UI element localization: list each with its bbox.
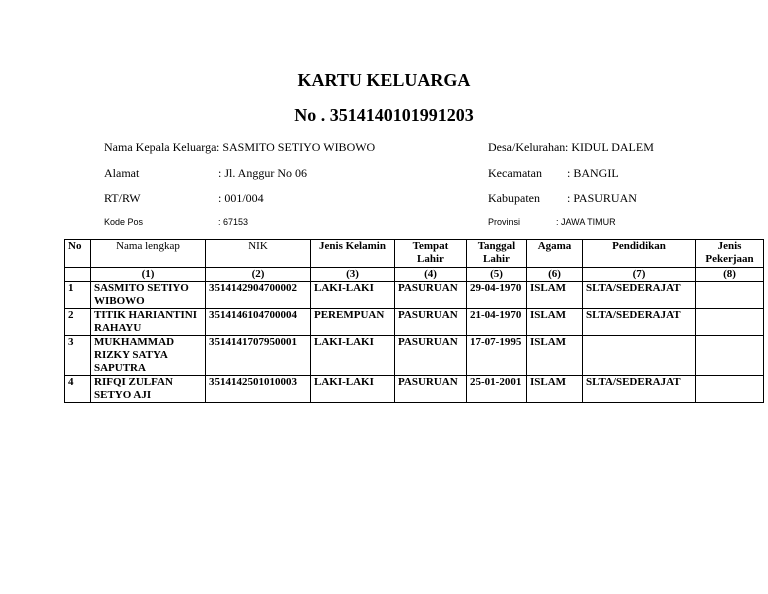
- cell-no: 1: [65, 282, 91, 309]
- cell-tanggal-lahir: 29-04-1970: [467, 282, 527, 309]
- colnum-8: (8): [696, 268, 764, 282]
- cell-pekerjaan: [696, 309, 764, 336]
- postal-code-label: Kode Pos: [104, 217, 144, 227]
- cell-tanggal-lahir: 17-07-1995: [467, 336, 527, 376]
- rt-rw-value: : 001/004: [218, 191, 264, 205]
- header-tempat-lahir: Tempat Lahir: [395, 240, 467, 268]
- cell-agama: ISLAM: [527, 336, 583, 376]
- head-of-family-value: : SASMITO SETIYO WIBOWO: [216, 140, 376, 154]
- cell-tempat-lahir: PASURUAN: [395, 376, 467, 403]
- cell-nik: 3514141707950001: [206, 336, 311, 376]
- table-row: [65, 309, 764, 336]
- cell-nama: SASMITO SETIYO WIBOWO: [91, 282, 206, 309]
- colnum-2: (2): [206, 268, 311, 282]
- address-label: Alamat: [104, 166, 140, 180]
- cell-nama: TITIK HARIANTINI RAHAYU: [91, 309, 206, 336]
- cell-tempat-lahir: PASURUAN: [395, 282, 467, 309]
- cell-nik: 3514142904700002: [206, 282, 311, 309]
- colnum-5: (5): [467, 268, 527, 282]
- header-nik: NIK: [206, 240, 311, 268]
- cell-tanggal-lahir: 21-04-1970: [467, 309, 527, 336]
- district-value: : BANGIL: [567, 166, 619, 180]
- table-row: [65, 336, 764, 376]
- colnum-1: (1): [91, 268, 206, 282]
- header-pendidikan: Pendidikan: [583, 240, 696, 268]
- cell-nik: 3514142501010003: [206, 376, 311, 403]
- cell-tempat-lahir: PASURUAN: [395, 336, 467, 376]
- cell-nik: 3514146104700004: [206, 309, 311, 336]
- district-label: Kecamatan: [488, 166, 542, 180]
- header-pekerjaan: Jenis Pekerjaan: [696, 240, 764, 268]
- header-tanggal-lahir: Tanggal Lahir: [467, 240, 527, 268]
- colnum-3: (3): [311, 268, 395, 282]
- village-label: Desa/Kelurahan: [488, 140, 566, 154]
- cell-pekerjaan: [696, 336, 764, 376]
- header-agama: Agama: [527, 240, 583, 268]
- cell-nama: MUKHAMMAD RIZKY SATYA SAPUTRA: [91, 336, 206, 376]
- header-nama: Nama lengkap: [91, 240, 206, 268]
- table-row: [65, 376, 764, 403]
- postal-code-value: : 67153: [218, 217, 249, 227]
- cell-pekerjaan: [696, 282, 764, 309]
- colnum-6: (6): [527, 268, 583, 282]
- colnum-4: (4): [395, 268, 467, 282]
- cell-pekerjaan: [696, 376, 764, 403]
- cell-jenis-kelamin: LAKI-LAKI: [311, 282, 395, 309]
- cell-no: 4: [65, 376, 91, 403]
- regency-value: : PASURUAN: [567, 191, 637, 205]
- cell-nama: RIFQI ZULFAN SETYO AJI: [91, 376, 206, 403]
- family-card-number: No . 3514140101991203: [294, 105, 474, 125]
- column-number-row: [65, 268, 764, 282]
- cell-tanggal-lahir: 25-01-2001: [467, 376, 527, 403]
- cell-pendidikan: [583, 336, 696, 376]
- address-value: : Jl. Anggur No 06: [218, 166, 308, 180]
- regency-label: Kabupaten: [488, 191, 540, 205]
- cell-tempat-lahir: PASURUAN: [395, 309, 467, 336]
- cell-agama: ISLAM: [527, 376, 583, 403]
- province-value: : JAWA TIMUR: [556, 217, 616, 227]
- cell-agama: ISLAM: [527, 309, 583, 336]
- document-title: KARTU KELUARGA: [297, 70, 471, 90]
- province-label: Provinsi: [488, 217, 521, 227]
- cell-no: 2: [65, 309, 91, 336]
- table-row: [65, 282, 764, 309]
- colnum-0: [65, 268, 91, 282]
- village-value: : KIDUL DALEM: [565, 140, 654, 154]
- header-no: No: [65, 240, 91, 268]
- cell-agama: ISLAM: [527, 282, 583, 309]
- rt-rw-label: RT/RW: [104, 191, 141, 205]
- head-of-family-label: Nama Kepala Keluarga: [104, 140, 217, 154]
- family-members-table: [64, 239, 764, 403]
- cell-pendidikan: SLTA/SEDERAJAT: [583, 282, 696, 309]
- cell-pendidikan: SLTA/SEDERAJAT: [583, 309, 696, 336]
- header-jenis-kelamin: Jenis Kelamin: [311, 240, 395, 268]
- cell-jenis-kelamin: PEREMPUAN: [311, 309, 395, 336]
- table-header-row: [65, 240, 764, 268]
- cell-jenis-kelamin: LAKI-LAKI: [311, 376, 395, 403]
- colnum-7: (7): [583, 268, 696, 282]
- cell-no: 3: [65, 336, 91, 376]
- cell-jenis-kelamin: LAKI-LAKI: [311, 336, 395, 376]
- cell-pendidikan: SLTA/SEDERAJAT: [583, 376, 696, 403]
